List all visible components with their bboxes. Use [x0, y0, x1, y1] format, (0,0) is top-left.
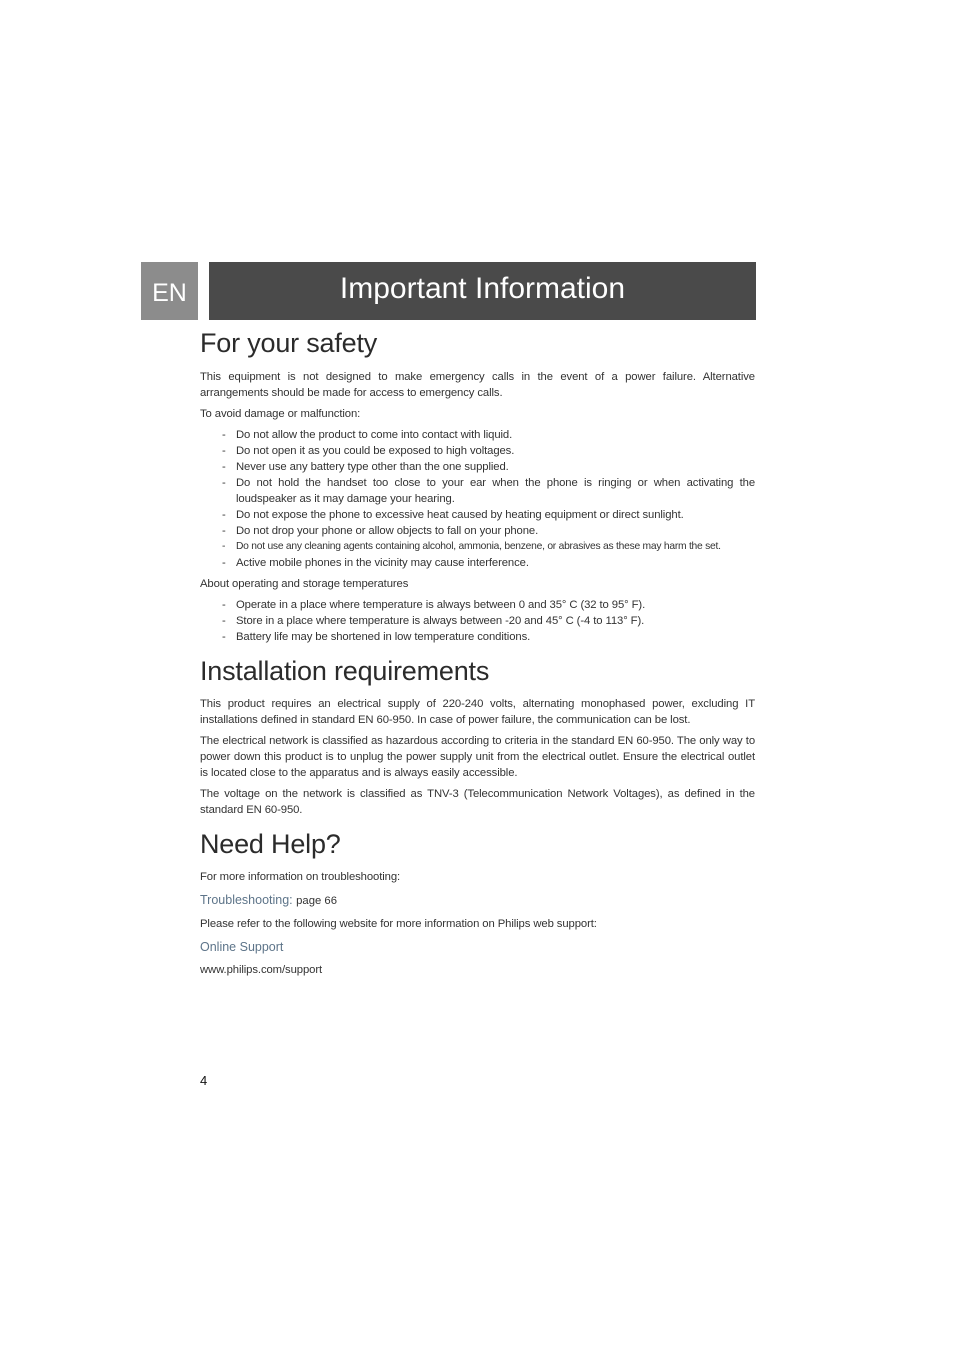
online-support-label: Online Support — [200, 940, 284, 954]
list-item: - Never use any battery type other than the one supplied. — [222, 459, 755, 475]
safety-heading: For your safety — [200, 328, 378, 358]
support-lead: Please refer to the following website for more information on Philips web support: — [200, 918, 597, 930]
list-item: - Active mobile phones in the vicinity may cause interference. — [222, 555, 755, 571]
list-item: - Do not open it as you could be exposed to high voltages. — [222, 443, 755, 459]
help-section — [200, 826, 755, 978]
document-body — [200, 325, 755, 978]
page-title: Important Information — [339, 272, 626, 305]
damage-lead: To avoid damage or malfunction: — [200, 408, 361, 420]
page-title-bar — [209, 262, 756, 320]
page-number: 4 — [200, 1073, 208, 1088]
temp-lead: About operating and storage temperatures — [200, 578, 409, 590]
list-item: - Operate in a place where temperature is always between 0 and 35° C (32 to 95° F). — [222, 597, 755, 613]
damage-list — [200, 427, 755, 571]
installation-paragraph: The voltage on the network is classified as TNV-3 (Telecommunication Network Voltages), as defined in the standard EN 60-950. — [200, 788, 755, 816]
installation-heading: Installation requirements — [200, 656, 490, 686]
list-item: - Do not expose the phone to excessive heat caused by heating equipment or direct sunlight. — [222, 507, 755, 523]
support-url-link[interactable]: www.philips.com/support — [200, 964, 323, 976]
installation-paragraph: This product requires an electrical supply of 220-240 volts, alternating monophased power, excluding IT installations defined in standard EN 60-950. In case of power failure, the communication can be lost. — [200, 698, 755, 726]
help-heading: Need Help? — [200, 829, 341, 859]
installation-paragraph: The electrical network is classified as hazardous according to criteria in the standard EN 60-950. The only way to power down this product is to unplug the power supply unit from the electrical outlet. Ensure the electrical outlet is located close to the apparatus and is always easily accessible. — [200, 735, 755, 779]
safety-section — [200, 325, 755, 645]
list-item: - Battery life may be shortened in low temperature conditions. — [222, 629, 755, 645]
list-item: - Store in a place where temperature is always between -20 and 45° C (-4 to 113° F). — [222, 613, 755, 629]
troubleshooting-reference[interactable] — [200, 891, 755, 910]
list-item: - Do not allow the product to come into contact with liquid. — [222, 427, 755, 443]
list-item: - Do not drop your phone or allow objects to fall on your phone. — [222, 523, 755, 539]
list-item: - Do not hold the handset too close to your ear when the phone is ringing or when activating the loudspeaker as it may damage your hearing. — [222, 475, 755, 507]
troubleshooting-page: page 66 — [296, 895, 337, 907]
troubleshooting-label: Troubleshooting: — [200, 893, 293, 907]
temp-list — [200, 597, 755, 645]
troubleshoot-lead: For more information on troubleshooting: — [200, 871, 401, 883]
language-tab: EN — [141, 262, 198, 320]
installation-section — [200, 653, 755, 818]
list-item: - Do not use any cleaning agents containing alcohol, ammonia, benzene, or abrasives as these may harm the set. — [222, 539, 755, 555]
safety-intro: This equipment is not designed to make emergency calls in the event of a power failure. Alternative arrangements should be made for access to emergency calls. — [200, 371, 755, 399]
